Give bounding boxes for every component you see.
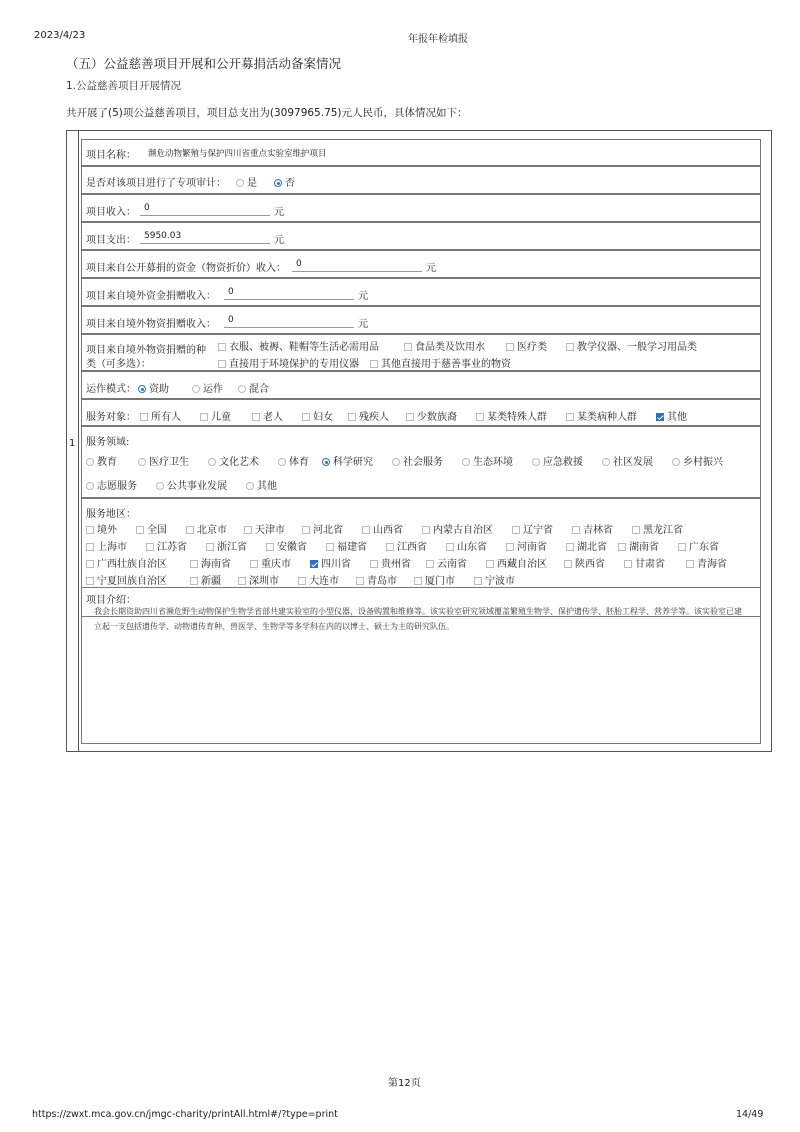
field-radio[interactable] <box>138 458 146 466</box>
mode-option[interactable] <box>138 380 169 395</box>
goods-type-checkbox[interactable] <box>218 343 226 351</box>
field-option[interactable] <box>672 453 723 468</box>
field-text: 医疗卫生 <box>149 457 189 468</box>
expense-row <box>81 222 761 250</box>
target-option[interactable] <box>406 408 457 423</box>
goods-type-text: 医疗类 <box>517 342 547 353</box>
target-row <box>81 399 761 426</box>
region-checkbox[interactable] <box>186 526 194 534</box>
footer-page: 14/49 <box>736 1109 764 1120</box>
region-option[interactable] <box>362 521 403 536</box>
region-option[interactable] <box>186 521 227 536</box>
field-text: 其他 <box>257 481 277 492</box>
summary-text: 共开展了(5)项公益慈善项目，项目总支出为(3097965.75)元人民币，具体情况如下： <box>66 107 468 119</box>
foreign-fund-label: 项目来自境外资金捐赠收入： <box>86 291 216 302</box>
region-option[interactable] <box>512 521 553 536</box>
region-option[interactable] <box>86 521 117 536</box>
foreign-fund-field[interactable] <box>224 284 354 300</box>
region-checkbox[interactable] <box>146 543 154 551</box>
region-option[interactable] <box>486 555 547 570</box>
foreign-fund-unit: 元 <box>358 291 368 302</box>
public-fund-unit: 元 <box>426 263 436 274</box>
project-name-label: 项目名称： <box>86 150 136 161</box>
region-text: 广西壮族自治区 <box>97 559 167 570</box>
target-option[interactable] <box>252 408 283 423</box>
region-option[interactable] <box>356 572 397 587</box>
goods-type-text: 食品类及饮用水 <box>415 342 485 353</box>
region-option[interactable] <box>572 521 613 536</box>
target-option[interactable] <box>140 408 181 423</box>
project-table <box>66 130 772 752</box>
region-text: 大连市 <box>309 576 339 587</box>
region-option[interactable] <box>624 555 665 570</box>
target-text: 妇女 <box>313 412 333 423</box>
region-checkbox[interactable] <box>486 560 494 568</box>
region-text: 黑龙江省 <box>643 525 683 536</box>
region-checkbox[interactable] <box>386 543 394 551</box>
expense-value: 5950.03 <box>144 231 182 241</box>
foreign-goods-unit: 元 <box>358 319 368 330</box>
goods-type-text: 其他直接用于慈善事业的物资 <box>381 359 511 370</box>
region-text: 上海市 <box>97 542 127 553</box>
project-name-value: 濒危动物繁殖与保护四川省重点实验室维护项目 <box>148 149 327 159</box>
field-option[interactable] <box>322 453 373 468</box>
goods-type-label-1: 项目来自境外物资捐赠的种 <box>86 345 206 356</box>
region-option[interactable] <box>250 555 291 570</box>
print-date: 2023/4/23 <box>34 30 86 41</box>
region-text: 四川省 <box>321 559 351 570</box>
page-number: 第12页 <box>388 1078 421 1089</box>
region-option[interactable] <box>86 555 167 570</box>
region-option[interactable] <box>564 555 605 570</box>
field-radio[interactable] <box>602 458 610 466</box>
target-text: 某类特殊人群 <box>487 412 547 423</box>
target-text: 儿童 <box>211 412 231 423</box>
income-row <box>81 194 761 222</box>
field-text: 教育 <box>97 457 117 468</box>
goods-type-option[interactable] <box>404 338 485 353</box>
region-text: 深圳市 <box>249 576 279 587</box>
region-option[interactable] <box>310 555 351 570</box>
region-text: 云南省 <box>437 559 467 570</box>
region-option[interactable] <box>298 572 339 587</box>
public-fund-value: 0 <box>296 259 302 269</box>
mode-radio[interactable] <box>138 385 146 393</box>
region-option[interactable] <box>686 555 727 570</box>
region-checkbox[interactable] <box>302 526 310 534</box>
region-checkbox[interactable] <box>206 543 214 551</box>
region-text: 天津市 <box>255 525 285 536</box>
mode-text: 运作 <box>203 384 223 395</box>
intro-row <box>81 587 761 744</box>
region-option[interactable] <box>302 521 343 536</box>
goods-type-checkbox[interactable] <box>218 360 226 368</box>
region-text: 新疆 <box>201 576 221 587</box>
region-option[interactable] <box>414 572 455 587</box>
region-text: 西藏自治区 <box>497 559 547 570</box>
region-option[interactable] <box>422 521 493 536</box>
foreign-fund-row <box>81 278 761 306</box>
audit-no-label: 否 <box>285 178 295 189</box>
target-checkbox[interactable] <box>348 413 356 421</box>
field-text: 志愿服务 <box>97 481 137 492</box>
foreign-goods-value: 0 <box>228 315 234 325</box>
audit-yes-option[interactable] <box>236 174 257 189</box>
goods-type-text: 教学仪器、一般学习用品类 <box>577 342 697 353</box>
region-option[interactable] <box>206 538 247 553</box>
region-text: 江西省 <box>397 542 427 553</box>
region-text: 甘肃省 <box>635 559 665 570</box>
region-checkbox[interactable] <box>298 577 306 585</box>
region-checkbox[interactable] <box>266 543 274 551</box>
foreign-goods-field[interactable] <box>224 312 354 328</box>
footer-url: https://zwxt.mca.gov.cn/jmgc-charity/printAll.html#/?type=print <box>32 1109 338 1120</box>
field-option[interactable] <box>208 453 259 468</box>
region-checkbox[interactable] <box>506 543 514 551</box>
region-text: 重庆市 <box>261 559 291 570</box>
field-radio[interactable] <box>532 458 540 466</box>
region-checkbox[interactable] <box>564 560 572 568</box>
region-text: 宁夏回族自治区 <box>97 576 167 587</box>
target-option[interactable] <box>302 408 333 423</box>
region-option[interactable] <box>386 538 427 553</box>
region-checkbox[interactable] <box>86 543 94 551</box>
target-text: 某类病种人群 <box>577 412 637 423</box>
region-checkbox[interactable] <box>572 526 580 534</box>
region-text: 厦门市 <box>425 576 455 587</box>
field-option[interactable] <box>602 453 653 468</box>
goods-type-option[interactable] <box>506 338 547 353</box>
field-text: 生态环境 <box>473 457 513 468</box>
intro-label: 项目介绍： <box>86 595 136 606</box>
field-radio[interactable] <box>462 458 470 466</box>
region-checkbox[interactable] <box>632 526 640 534</box>
target-text: 所有人 <box>151 412 181 423</box>
region-text: 湖北省 <box>577 542 607 553</box>
foreign-fund-value: 0 <box>228 287 234 297</box>
field-option[interactable] <box>278 453 309 468</box>
print-title: 年报年检填报 <box>408 34 468 45</box>
region-checkbox[interactable] <box>446 543 454 551</box>
target-text: 少数族裔 <box>417 412 457 423</box>
region-text: 浙江省 <box>217 542 247 553</box>
region-checkbox[interactable] <box>618 543 626 551</box>
income-field[interactable] <box>140 200 270 216</box>
expense-unit: 元 <box>274 235 284 246</box>
field-label: 服务领域: <box>86 437 130 448</box>
region-checkbox[interactable] <box>422 526 430 534</box>
region-option[interactable] <box>238 572 279 587</box>
region-checkbox[interactable] <box>238 577 246 585</box>
field-text: 公共事业发展 <box>167 481 227 492</box>
region-text: 福建省 <box>337 542 367 553</box>
region-checkbox[interactable] <box>86 560 94 568</box>
mode-radio[interactable] <box>192 385 200 393</box>
goods-type-option[interactable] <box>218 338 379 353</box>
income-label: 项目收入： <box>86 207 136 218</box>
field-text: 科学研究 <box>333 457 373 468</box>
audit-yes-label: 是 <box>247 178 257 189</box>
goods-type-option[interactable] <box>566 338 697 353</box>
region-text: 河南省 <box>517 542 547 553</box>
target-checkbox[interactable] <box>476 413 484 421</box>
target-checkbox[interactable] <box>200 413 208 421</box>
region-checkbox[interactable] <box>356 577 364 585</box>
region-option[interactable] <box>446 538 487 553</box>
region-text: 青岛市 <box>367 576 397 587</box>
region-option[interactable] <box>426 555 467 570</box>
target-checkbox[interactable] <box>140 413 148 421</box>
region-option[interactable] <box>506 538 547 553</box>
mode-option[interactable] <box>192 380 223 395</box>
target-option[interactable] <box>566 408 637 423</box>
region-text: 青海省 <box>697 559 727 570</box>
goods-type-label-2: 类（可多选）： <box>86 359 151 370</box>
target-option[interactable] <box>656 408 687 423</box>
project-name-row <box>81 139 761 166</box>
mode-radio[interactable] <box>238 385 246 393</box>
region-text: 吉林省 <box>583 525 613 536</box>
goods-type-text: 直接用于环境保护的专用仪器 <box>229 359 359 370</box>
audit-no-radio[interactable] <box>274 179 282 187</box>
income-value: 0 <box>144 203 150 213</box>
region-checkbox[interactable] <box>310 560 318 568</box>
field-option[interactable] <box>86 453 117 468</box>
goods-type-text: 衣服、被褥、鞋帽等生活必需用品 <box>229 342 379 353</box>
goods-type-option[interactable] <box>370 355 511 370</box>
target-checkbox[interactable] <box>302 413 310 421</box>
field-radio[interactable] <box>392 458 400 466</box>
region-text: 河北省 <box>313 525 343 536</box>
region-checkbox[interactable] <box>566 543 574 551</box>
region-text: 江苏省 <box>157 542 187 553</box>
region-checkbox[interactable] <box>190 577 198 585</box>
region-checkbox[interactable] <box>86 526 94 534</box>
field-radio[interactable] <box>86 458 94 466</box>
region-checkbox[interactable] <box>136 526 144 534</box>
target-checkbox[interactable] <box>406 413 414 421</box>
region-option[interactable] <box>190 555 231 570</box>
field-option[interactable] <box>392 453 443 468</box>
foreign-goods-row <box>81 306 761 334</box>
mode-text: 混合 <box>249 384 269 395</box>
region-option[interactable] <box>244 521 285 536</box>
target-checkbox[interactable] <box>566 413 574 421</box>
field-option[interactable] <box>86 477 137 492</box>
region-text: 海南省 <box>201 559 231 570</box>
region-checkbox[interactable] <box>370 560 378 568</box>
region-text: 山西省 <box>373 525 403 536</box>
field-radio[interactable] <box>278 458 286 466</box>
target-option[interactable] <box>476 408 547 423</box>
region-text: 贵州省 <box>381 559 411 570</box>
field-radio[interactable] <box>86 482 94 490</box>
field-radio[interactable] <box>156 482 164 490</box>
region-text: 北京市 <box>197 525 227 536</box>
target-text: 其他 <box>667 412 687 423</box>
audit-label: 是否对该项目进行了专项审计： <box>86 178 226 189</box>
audit-row <box>81 166 761 194</box>
goods-type-option[interactable] <box>218 355 359 370</box>
subsection-title: 1.公益慈善项目开展情况 <box>66 80 182 92</box>
mode-text: 资助 <box>149 384 169 395</box>
field-option[interactable] <box>156 477 227 492</box>
region-option[interactable] <box>474 572 515 587</box>
goods-type-checkbox[interactable] <box>370 360 378 368</box>
expense-label: 项目支出： <box>86 235 136 246</box>
field-text: 应急救援 <box>543 457 583 468</box>
mode-row <box>81 371 761 399</box>
index-column <box>67 131 79 751</box>
region-checkbox[interactable] <box>86 577 94 585</box>
region-checkbox[interactable] <box>244 526 252 534</box>
field-option[interactable] <box>246 477 277 492</box>
region-text: 山东省 <box>457 542 487 553</box>
region-checkbox[interactable] <box>362 526 370 534</box>
section-title: （五）公益慈善项目开展和公开募捐活动备案情况 <box>66 56 342 71</box>
region-text: 安徽省 <box>277 542 307 553</box>
expense-field[interactable] <box>140 228 270 244</box>
region-text: 辽宁省 <box>523 525 553 536</box>
region-checkbox[interactable] <box>250 560 258 568</box>
region-checkbox[interactable] <box>512 526 520 534</box>
region-checkbox[interactable] <box>624 560 632 568</box>
region-checkbox[interactable] <box>190 560 198 568</box>
target-text: 残疾人 <box>359 412 389 423</box>
audit-yes-radio[interactable] <box>236 179 244 187</box>
intro-text: 我会长期资助四川省濒危野生动物保护生物学省部共建实验室的小型仪器，设备购置和维修等。该实验室研究领域覆盖繁殖生物学、保护遗传学、胚胎工程学、营养学等。该实验室已建立起一支包括遗传学、动物遗传育种、兽医学、生物学等多学科在内的以博士、硕士为主的研究队伍。 <box>94 607 742 631</box>
target-checkbox[interactable] <box>252 413 260 421</box>
region-option[interactable] <box>618 538 659 553</box>
region-option[interactable] <box>632 521 683 536</box>
field-radio[interactable] <box>208 458 216 466</box>
region-text: 内蒙古自治区 <box>433 525 493 536</box>
mode-option[interactable] <box>238 380 269 395</box>
region-option[interactable] <box>678 538 719 553</box>
region-text: 宁波市 <box>485 576 515 587</box>
region-option[interactable] <box>86 572 167 587</box>
public-fund-row <box>81 250 761 278</box>
region-option[interactable] <box>190 572 221 587</box>
field-radio[interactable] <box>672 458 680 466</box>
region-checkbox[interactable] <box>414 577 422 585</box>
target-checkbox[interactable] <box>656 413 664 421</box>
region-option[interactable] <box>370 555 411 570</box>
region-option[interactable] <box>86 538 127 553</box>
region-text: 境外 <box>97 525 117 536</box>
region-option[interactable] <box>266 538 307 553</box>
region-checkbox[interactable] <box>686 560 694 568</box>
goods-type-checkbox[interactable] <box>404 343 412 351</box>
field-option[interactable] <box>532 453 583 468</box>
target-option[interactable] <box>200 408 231 423</box>
region-text: 全国 <box>147 525 167 536</box>
field-text: 社区发展 <box>613 457 653 468</box>
field-option[interactable] <box>138 453 189 468</box>
goods-type-checkbox[interactable] <box>506 343 514 351</box>
region-checkbox[interactable] <box>326 543 334 551</box>
region-checkbox[interactable] <box>678 543 686 551</box>
field-radio[interactable] <box>246 482 254 490</box>
region-text: 陕西省 <box>575 559 605 570</box>
field-radio[interactable] <box>322 458 330 466</box>
public-fund-label: 项目来自公开募捐的资金（物资折价）收入： <box>86 263 286 274</box>
goods-type-checkbox[interactable] <box>566 343 574 351</box>
audit-no-option[interactable] <box>274 174 295 189</box>
region-checkbox[interactable] <box>474 577 482 585</box>
goods-type-row <box>81 334 761 371</box>
region-text: 广东省 <box>689 542 719 553</box>
foreign-goods-label: 项目来自境外物资捐赠收入： <box>86 319 216 330</box>
project-detail <box>81 131 761 751</box>
target-text: 老人 <box>263 412 283 423</box>
region-label: 服务地区： <box>86 509 136 520</box>
target-option[interactable] <box>348 408 389 423</box>
public-fund-field[interactable] <box>292 256 422 272</box>
field-text: 乡村振兴 <box>683 457 723 468</box>
field-text: 社会服务 <box>403 457 443 468</box>
region-option[interactable] <box>136 521 167 536</box>
region-option[interactable] <box>326 538 367 553</box>
row-index: 1 <box>69 438 76 449</box>
field-row <box>81 426 761 498</box>
field-text: 体育 <box>289 457 309 468</box>
mode-label: 运作模式： <box>86 384 136 395</box>
region-option[interactable] <box>146 538 187 553</box>
region-option[interactable] <box>566 538 607 553</box>
field-option[interactable] <box>462 453 513 468</box>
income-unit: 元 <box>274 207 284 218</box>
region-text: 湖南省 <box>629 542 659 553</box>
target-label: 服务对象： <box>86 412 136 423</box>
field-text: 文化艺术 <box>219 457 259 468</box>
region-checkbox[interactable] <box>426 560 434 568</box>
